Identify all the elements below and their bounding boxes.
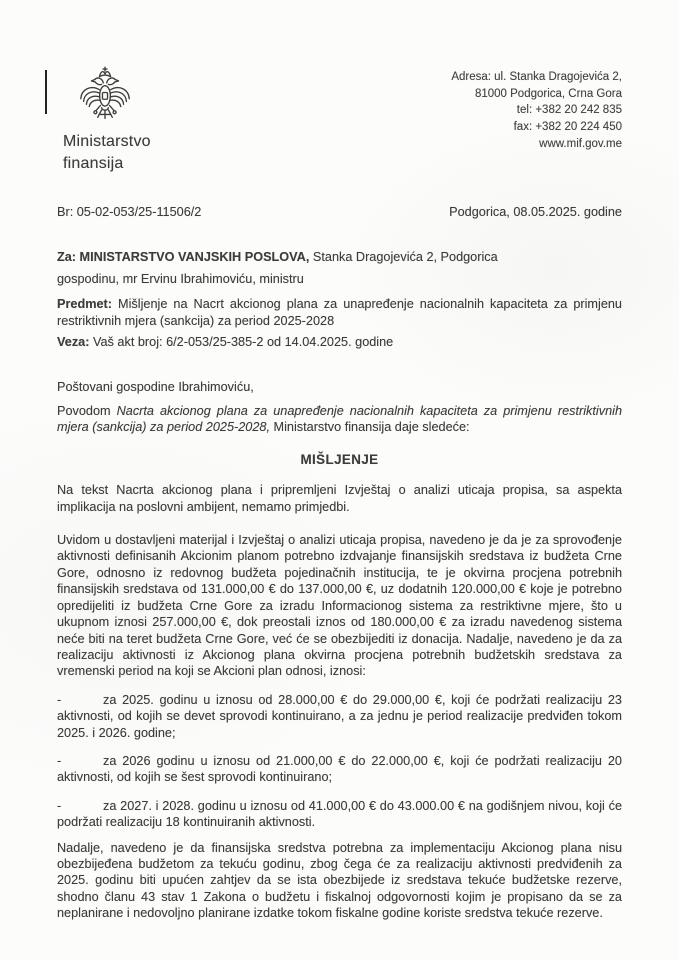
phone-number: tel: +382 20 242 835	[516, 104, 622, 117]
paragraph-no-objections: Na tekst Nacrta akcionog plana i pripremljeni Izvještaj o analizi uticaja propisa, sa aspekta implikacija na poslovni ambijent, nemamo primjedbi.	[57, 483, 622, 514]
intro-prefix: Povodom	[57, 404, 117, 419]
ministry-name-line1: Ministarstvo	[63, 133, 151, 150]
ministry-brand	[63, 66, 151, 175]
related-act-label: Veza:	[57, 335, 90, 350]
bullet-2027-2028	[57, 798, 622, 831]
letterhead	[57, 66, 622, 178]
recipient-ministry-name: Za: MINISTARSTVO VANJSKIH POSLOVA,	[57, 250, 310, 265]
subject-line	[57, 296, 622, 329]
intro-suffix: Ministarstvo finansija daje sledeće:	[269, 420, 470, 435]
ministry-name-line2: finansija	[63, 155, 124, 173]
related-act-text: Vaš akt broj: 6/2-053/25-385-2 od 14.04.2025. godine	[89, 335, 394, 350]
bullet-2025-text: za 2025. godinu u iznosu od 28.000,00 € do 29.000,00 €, koji će podržati realizaciju 23 aktivnosti, od kojih se devet sprovodi kontinuirano, a za jednu je period realizacije predviđen tokom 2025. i 2026. godine;	[57, 692, 622, 740]
bullet-2027-2028-text: za 2027. i 2028. godinu u iznosu od 41.000,00 € do 43.000.00 € na godišnjem nivou, koji će podržati realizaciju 18 kontinuiranih aktivnosti.	[57, 798, 622, 830]
opinion-heading: MIŠLJENJE	[300, 451, 379, 467]
reference-number: Br: 05-02-053/25-11506/2	[57, 205, 202, 219]
related-act-line	[57, 334, 622, 350]
bullet-dash: -	[57, 798, 62, 813]
ministry-name	[63, 131, 151, 175]
bullet-2026-text: za 2026 godinu u iznosu od 21.000,00 € do 22.000,00 €, koji će podržati realizaciju 20 aktivnosti, od kojih se šest sprovodi kontinuirano;	[57, 753, 622, 785]
fax-number: fax: +382 20 224 450	[513, 121, 622, 134]
subject-label: Predmet:	[57, 297, 112, 312]
place-and-date: Podgorica, 08.05.2025. godine	[449, 205, 622, 219]
montenegro-coat-of-arms-icon	[75, 66, 135, 128]
intro-plan-title-italic: Nacrta akcionog plana za unapređenje nacionalnih kapaciteta za primjenu restriktivnih mjera (sankcija) za period 2025-2028,	[57, 404, 623, 435]
contact-block	[451, 69, 622, 152]
bullet-dash: -	[57, 692, 62, 707]
recipient-attention-line: gospodinu, mr Ervinu Ibrahimoviću, ministru	[57, 272, 304, 287]
subject-text: Mišljenje na Nacrt akcionog plana za unapređenje nacionalnih kapaciteta za primjenu restriktivnih mjera (sankcija) za period 2025-2028	[57, 297, 622, 328]
reference-row	[57, 204, 622, 220]
paragraph-budget-reserve: Nadalje, navedeno je da finansijska sredstva potrebna za implementaciju Akcionog plana nisu obezbijeđena budžetom za tekuću godinu, zbog čega će za realizaciju aktivnosti predviđenih za 2025. godinu biti upućen zahtjev da se ista obezbijede iz sredstava tekuće budžetske rezerve, shodno članu 43 stav 1 Zakona o budžetu i fiskalnoj odgovornosti kojim je propisano da se za neplanirane i nedovoljno planirane izdatke tokom fiskalne godine koriste sredstva tekuće rezerve.	[57, 840, 622, 921]
scan-artifact-line	[45, 70, 47, 114]
salutation: Poštovani gospodine Ibrahimoviću,	[57, 379, 254, 394]
recipient-block	[57, 246, 622, 290]
bullet-2025	[57, 692, 622, 741]
address-line1: Adresa: ul. Stanka Dragojevića 2,	[451, 71, 622, 83]
intro-paragraph	[57, 403, 622, 436]
website-url: www.mif.gov.me	[539, 137, 622, 150]
recipient-address: Stanka Dragojevića 2, Podgorica	[309, 250, 498, 265]
recipient-line1	[57, 246, 622, 268]
address-line2: 81000 Podgorica, Crna Gora	[474, 87, 622, 100]
bullet-2026	[57, 753, 622, 786]
paragraph-budget-estimate: Uvidom u dostavljeni materijal i Izvještaj o analizi uticaja propisa, navedeno je da je za sprovođenje aktivnosti definisanih Akcionim planom potrebno izdvajanje finansijskih sredstava iz budžeta Crne Gore, odnosno iz redovnog budžeta pojedinačnih institucija, te je okvirna procjena potrebnih finansijskih sredstava od 131.000,00 € do 137.000,00 €, uz dodatnih 120.000,00 € koje je potrebno opredijeliti iz budžeta Crne Gore za izradu Informacionog sistema za restriktivne mjere, što u ukupnom iznosi 257.000,00 €, dok preostali iznos od 180.000,00 € za izradu navedenog sistema neće biti na teret budžeta Crne Gore, već će se obezbijediti iz donacija. Nadalje, navedeno je da za realizaciju aktivnosti iz Akcionog plana okvirna procjena potrebnih budžetskih sredstava za vremenski period na koji se Akcioni plan odnosi, iznosi:	[57, 533, 622, 679]
bullet-dash: -	[57, 753, 62, 768]
